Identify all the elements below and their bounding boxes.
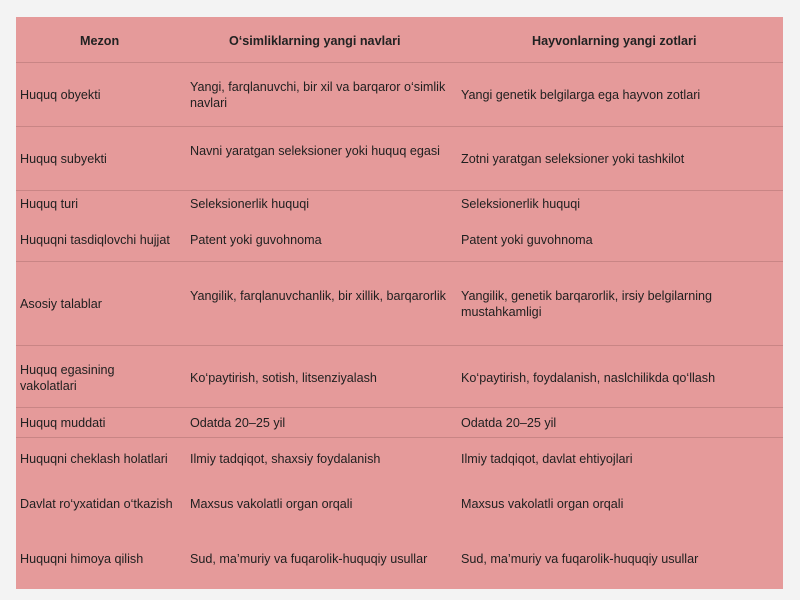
row-4-criterion: Huquqni tasdiqlovchi hujjat bbox=[20, 233, 170, 247]
divider bbox=[16, 437, 783, 438]
row-7-plant: Odatda 20–25 yil bbox=[190, 416, 286, 430]
row-9-plant: Maxsus vakolatli organ orqali bbox=[190, 497, 353, 511]
row-6-plant: Ko‘paytirish, sotish, litsenziyalash bbox=[190, 371, 377, 385]
divider bbox=[16, 345, 783, 346]
header-mezon: Mezon bbox=[80, 34, 120, 48]
row-3-plant: Seleksionerlik huquqi bbox=[190, 197, 310, 211]
divider bbox=[16, 62, 783, 63]
divider bbox=[16, 407, 783, 408]
row-9-criterion: Davlat ro‘yxatidan o‘tkazish bbox=[20, 497, 173, 511]
row-3-animal: Seleksionerlik huquqi bbox=[461, 197, 581, 211]
row-5-plant: Yangilik, farqlanuvchanlik, bir xillik, barqarorlik bbox=[190, 289, 446, 303]
row-8-plant: Ilmiy tadqiqot, shaxsiy foydalanish bbox=[190, 452, 381, 466]
row-10-animal: Sud, ma’muriy va fuqarolik-huquqiy usullar bbox=[461, 552, 699, 566]
row-5-criterion: Asosiy talablar bbox=[20, 297, 102, 311]
row-8-criterion: Huquqni cheklash holatlari bbox=[20, 452, 168, 466]
row-1-animal: Yangi genetik belgilarga ega hayvon zotlari bbox=[461, 88, 701, 102]
row-5-animal: Yangilik, genetik barqarorlik, irsiy belgilarning mustahkamligi bbox=[461, 289, 713, 319]
row-1-plant: Yangi, farqlanuvchi, bir xil va barqaror o‘simlik navlari bbox=[190, 80, 446, 110]
divider bbox=[16, 126, 783, 127]
criteria-table bbox=[16, 17, 783, 589]
row-1-criterion: Huquq obyekti bbox=[20, 88, 101, 102]
row-7-animal: Odatda 20–25 yil bbox=[461, 416, 557, 430]
row-2-animal: Zotni yaratgan seleksioner yoki tashkilot bbox=[461, 152, 685, 166]
divider bbox=[16, 261, 783, 262]
row-3-criterion: Huquq turi bbox=[20, 197, 79, 211]
row-8-animal: Ilmiy tadqiqot, davlat ehtiyojlari bbox=[461, 452, 633, 466]
header-animal-breeds: Hayvonlarning yangi zotlari bbox=[532, 34, 697, 48]
row-9-animal: Maxsus vakolatli organ orqali bbox=[461, 497, 624, 511]
divider bbox=[16, 190, 783, 191]
row-6-animal: Ko‘paytirish, foydalanish, naslchilikda qo‘llash bbox=[461, 371, 716, 385]
header-plant-varieties: O‘simliklarning yangi navlari bbox=[229, 34, 401, 48]
row-2-plant: Navni yaratgan seleksioner yoki huquq egasi bbox=[190, 144, 440, 158]
row-6-criterion: Huquq egasining vakolatlari bbox=[20, 363, 115, 393]
row-4-plant: Patent yoki guvohnoma bbox=[190, 233, 322, 247]
row-10-criterion: Huquqni himoya qilish bbox=[20, 552, 144, 566]
row-7-criterion: Huquq muddati bbox=[20, 416, 106, 430]
row-10-plant: Sud, ma’muriy va fuqarolik-huquqiy usullar bbox=[190, 552, 428, 566]
row-4-animal: Patent yoki guvohnoma bbox=[461, 233, 593, 247]
row-2-criterion: Huquq subyekti bbox=[20, 152, 107, 166]
